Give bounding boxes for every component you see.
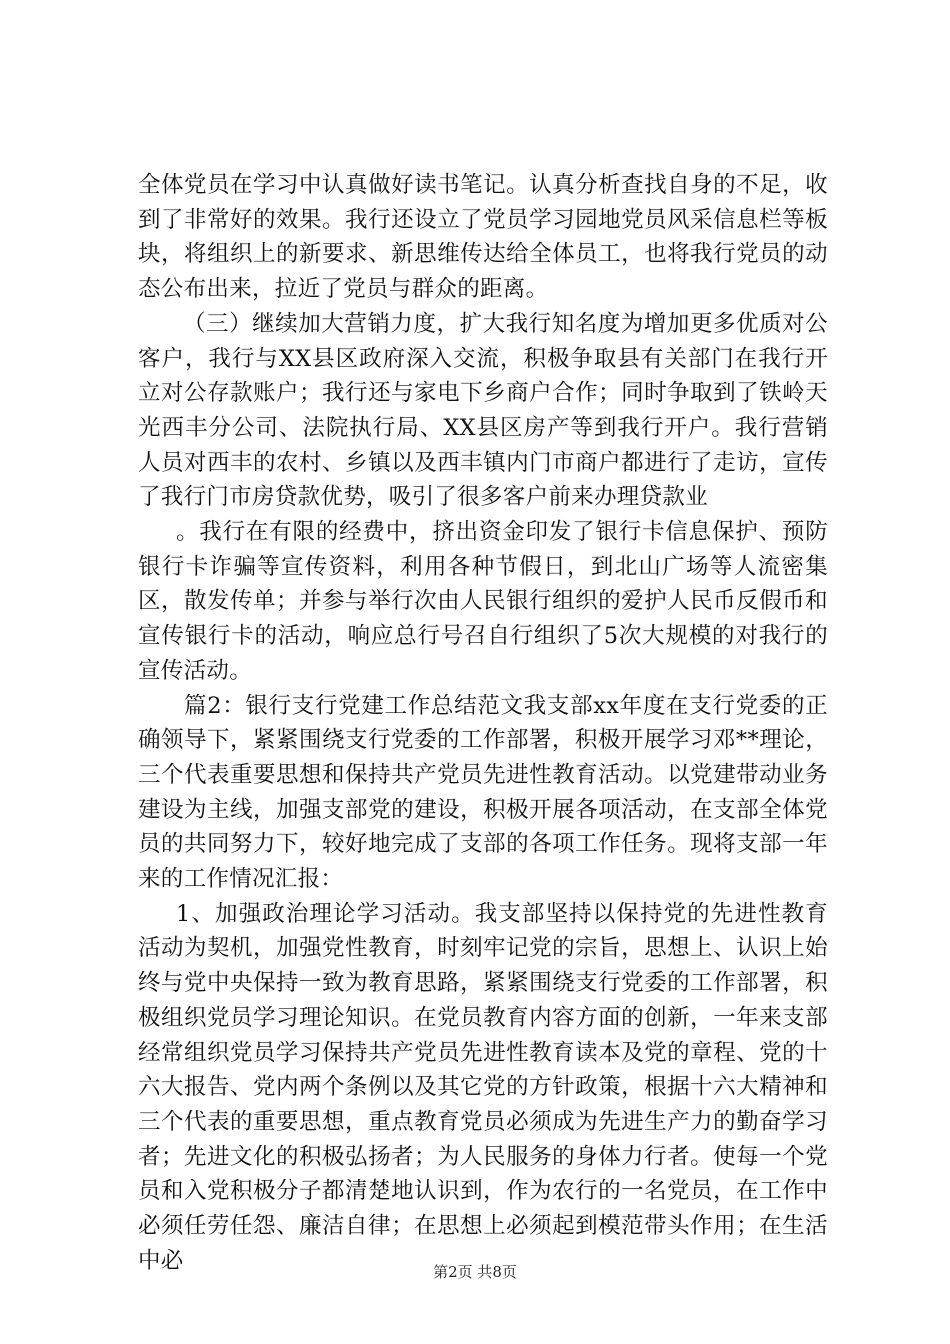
paragraph-4: 篇2：银行支行党建工作总结范文我支部xx年度在支行党委的正确领导下，紧紧围绕支行党委的工作部署，积极开展学习邓**理论，三个代表重要思想和保持共产党员先进性教育活动。以党建带动业务建设为主线，加强支部党的建设，积极开展各项活动，在支部全体党员的共同努力下，较好地完成了支部的各项工作任务。现将支部一年来的工作情况汇报： — [138, 692, 828, 893]
paragraph-3: 。我行在有限的经费中，挤出资金印发了银行卡信息保护、预防银行卡诈骗等宣传资料，利用各种节假日，到北山广场等人流密集区，散发传单；并参与举行次由人民银行组织的爱护人民币反假币和宣传银行卡的活动，响应总行号召自行组织了5次大规模的对我行的宣传活动。 — [138, 519, 828, 684]
paragraph-5: 1、加强政治理论学习活动。我支部坚持以保持党的先进性教育活动为契机，加强党性教育，时刻牢记党的宗旨，思想上、认识上始终与党中央保持一致为教育思路，紧紧围绕支行党委的工作部署，积极组织党员学习理论知识。在党员教育内容方面的创新，一年来支部经常组织党员学习保持共产党员先进性教育读本及党的章程、党的十六大报告、党内两个条例以及其它党的方针政策，根据十六大精神和三个代表的重要思想，重点教育党员必须成为先进生产力的勤奋学习者；先进文化的积极弘扬者；为人民服务的身体力行者。使每一个党员和入党积极分子都清楚地认识到，作为农行的一名党员，在工作中必须任劳任怨、廉洁自律；在思想上必须起到模范带头作用；在生活中必 — [138, 900, 828, 1274]
document-body — [138, 168, 828, 1279]
page-footer: 第2页 共8页 — [433, 1263, 517, 1281]
paragraph-2: （三）继续加大营销力度，扩大我行知名度为增加更多优质对公客户，我行与XX县区政府深入交流，积极争取县有关部门在我行开立对公存款账户；我行还与家电下乡商户合作；同时争取到了铁岭天光西丰分公司、法院执行局、XX县区房产等到我行开户。我行营销人员对西丰的农村、乡镇以及西丰镇内门市商户都进行了走访，宣传了我行门市房贷款优势，吸引了很多客户前来办理贷款业 — [138, 310, 828, 511]
paragraph-1: 全体党员在学习中认真做好读书笔记。认真分析查找自身的不足，收到了非常好的效果。我行还设立了党员学习园地党员风采信息栏等板块，将组织上的新要求、新思维传达给全体员工，也将我行党员的动态公布出来，拉近了党员与群众的距离。 — [138, 172, 828, 303]
